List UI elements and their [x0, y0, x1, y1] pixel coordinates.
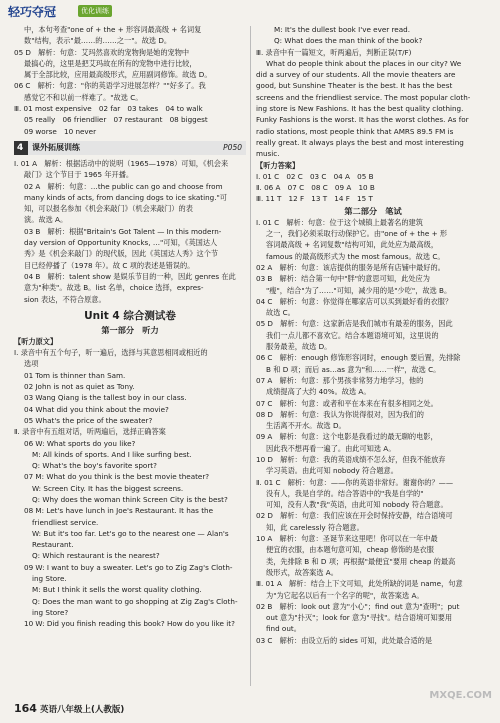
text-line: 04 B 解析：talent show 是娱乐节目的一种，因此 genres 在此	[24, 271, 236, 281]
section-number: 4	[17, 142, 24, 153]
text-line: 03 C 解析：由设立后的 sides 可知，此处最合适的是	[256, 635, 433, 645]
answer-row: Ⅲ. 11 T 12 F 13 T 14 F 15 T	[256, 194, 373, 204]
text-line: 容词最高级 + 名词复数"结构可知，此处应为最高级，	[266, 240, 439, 250]
answer-row: 09 worse 10 never	[24, 126, 97, 136]
dialog-line: 08 M: Let's have lunch in Joe's Restaurant. It has the	[24, 506, 213, 516]
text-line: 我们一点儿都不喜欢它。结合本题语境可知，这里说的	[266, 330, 439, 340]
text-line: 05 D 解析：句意：这家新店是我们城市有最差的服务，因此	[256, 319, 453, 329]
dialog-line: ing Store?	[32, 607, 69, 617]
text-line: 10 A 解析：句意：圣诞节来这里吧！你可以在一年中最	[256, 534, 438, 544]
text-line: 敲门》这个节目于 1965 年开播。	[24, 170, 134, 180]
text-line: 知，此 carelessly 符合题意。	[266, 522, 364, 532]
text-line: 07 C 解析：句意：或者和平在本来在有很多相同之处。	[256, 398, 438, 408]
answer-row: Ⅱ. 06 A 07 C 08 C 09 A 10 B	[256, 183, 375, 193]
text-line: 02 A 解析：句意：该店提供的服务是所有店铺中最好的。	[256, 262, 445, 272]
text-line: 02 B 解析：look out 意为"小心"；find out 意为"查明"；put	[256, 601, 460, 611]
text-line: 10 D 解析：句意：我的英语成绩不怎么好，但我不能放弃	[256, 454, 446, 464]
text-line: 感觉它不和以前一样难了。"故选 C。	[24, 92, 143, 102]
text-line: Ⅰ. 录音中有五个句子，听一遍后，选择与其意思相同或相近的	[14, 348, 208, 358]
dialog-line: ing Store.	[32, 574, 67, 584]
text-line: 08 D 解析：句意：我认为你说得很对，因为我们的	[256, 409, 424, 419]
listening-sentence: 02 John is not as quiet as Tony.	[24, 382, 135, 392]
header	[0, 0, 500, 22]
footer	[14, 702, 124, 715]
dialog-line: W: But it's too far. Let's go to the nearest one — Alan's	[32, 528, 229, 538]
dialog-line: W: Screen City. It has the biggest screens.	[32, 483, 184, 493]
listening-sentence: 03 Wang Qiang is the tallest boy in our class.	[24, 393, 187, 403]
section-page-ref: P050	[223, 142, 242, 152]
text-line: out 意为"扑灭"；look for 意为"寻找"。结合语境可知要用	[266, 613, 453, 623]
dialog-line: Restaurant.	[32, 540, 74, 550]
text-line: 秀》是《机会来敲门》的现代版，因此《英国达人秀》这个节	[24, 249, 219, 259]
text-line: 05 D 解析：句意：艾玛然喜欢的宠物狗是她的宠物中	[14, 47, 190, 57]
dialog-line: 09 W: I want to buy a sweater. Let's go to Zig Zag's Cloth-	[24, 562, 233, 572]
dialog-line: M: It's the dullest book I've ever read.	[274, 25, 410, 34]
dialog-line: Q: Which restaurant is the nearest?	[32, 551, 160, 561]
section-heading: 【听力答案】	[256, 160, 300, 170]
text-line: 目已经停播了（1978 年）。故 C 项的表述是错误的。	[24, 260, 195, 270]
text-line: 生活离不开水。故选 D。	[266, 421, 346, 431]
text-line: 03 B 解析：结合第一句中"胖"的意思可知，此处应为	[256, 274, 430, 284]
dialog-line: Q: What's the boy's favorite sport?	[32, 461, 157, 471]
text-line: 级形式，故答案选 A。	[266, 567, 338, 577]
right-column	[256, 24, 490, 646]
passage-line: What do people think about the places in our city? We	[266, 58, 462, 68]
text-line: 成绩提高了大约 40%。故选 A。	[266, 387, 371, 397]
answer-row: 05 really 06 friendlier 07 restaurant 08 biggest	[24, 115, 208, 125]
page-number: 164	[14, 702, 37, 715]
listening-sentence: 05 What's the price of the sweater?	[24, 415, 153, 425]
section-banner	[14, 141, 246, 155]
text-line: 02 D 解析：句意：我们应该在开会时保持安静，结合语境可	[256, 511, 453, 521]
text-line: 演。故选 A。	[24, 215, 68, 225]
passage-line: really great. It always plays the best and most interesting	[256, 137, 464, 147]
dialog-line: M: But I think it sells the worst quality clothing.	[32, 585, 202, 595]
text-line: 数"结构，表示"最……的……之一"。故选 D。	[24, 36, 172, 46]
text-line: "瘦"，结合"为了……"可知，减少用的是"少吃"，故选 B。	[266, 285, 452, 295]
part-title: 第二部分 笔试	[344, 205, 402, 216]
logo: 轻巧夺冠	[8, 5, 57, 19]
answer-row: Ⅲ. 01 most expensive 02 far 03 takes 04 to walk	[14, 104, 203, 114]
text-line: 故选 C。	[266, 308, 295, 318]
text-line: 属于全部比较，应用最高级形式，应用副词修饰。故选 D。	[24, 70, 212, 80]
text-line: 03 B 解析：根据"Britain's Got Talent — In this modern-	[24, 226, 222, 236]
text-line: 选项	[24, 359, 39, 369]
passage-line: good, but Sunshine Theater is the best. It has the best	[256, 81, 453, 91]
text-line: 便宜的衣服，由本题句意可知，cheap 修饰的是衣服	[266, 545, 434, 555]
text-line: 没有人，我是自学的。结合答语中的"我是自学的"	[266, 488, 424, 498]
dialog-line: friendliest service.	[32, 517, 99, 527]
text-line: 学习英语。由此可知 nobody 符合题意。	[266, 466, 398, 476]
text-line: Ⅰ. 01 C 解析：句意：位于这个城镇上最著名的建筑	[256, 217, 423, 227]
dialog-line: Q: What does the man think of the book?	[274, 36, 423, 46]
section-title: 课外拓展训练	[32, 142, 80, 152]
text-line: find out。	[266, 624, 301, 634]
passage-line: did a survey of our students. All the movie theaters are	[256, 70, 456, 80]
passage-line: music.	[256, 149, 280, 159]
text-line: 06 C 解析：enough 修饰形容词时，enough 要后置，先排除	[256, 353, 461, 363]
text-line: sion 表达，不符合原意。	[24, 294, 106, 304]
listening-sentence: 01 Tom is thinner than Sam.	[24, 370, 126, 380]
text-line: 06 C 解析：句意："你的英语学习进展怎样？""好多了。我	[14, 81, 206, 91]
text-line: 中，本句考查"one of + the + 形容词最高级 + 名词复	[24, 25, 202, 34]
text-line: B 和 D 项；而后 as…as 意为"和……一样"，故选 C。	[266, 364, 441, 374]
text-line: day version of Opportunity Knocks, …"可知，《英国达人	[24, 238, 218, 248]
unit-title: Unit 4 综合测试卷	[84, 309, 176, 322]
text-line: 服务最差，故选 D。	[266, 342, 332, 352]
dialog-line: 06 W: What sports do you like?	[24, 438, 136, 448]
text-line: 因此我不想再看一遍了。由此可知选 A。	[266, 443, 396, 453]
text-line: Ⅱ. 录音中有五组对话，听两遍后，选择正确答案	[14, 427, 166, 437]
text-line: 07 A 解析：句意：那个男孩非常努力地学习，他的	[256, 375, 424, 385]
column-divider	[250, 26, 251, 686]
text-line: Ⅲ. 录音中有一篇短文，听两遍后，判断正误(T/F)	[256, 47, 412, 57]
dialog-line: Q: Does the man want to go shopping at Zig Zag's Cloth-	[32, 596, 238, 606]
text-line: 最搞心的，这里是把艾玛故在所有的宠物中进行比较，	[24, 58, 197, 68]
passage-line: ing store is New Fashions. It has the best quality clothing.	[256, 104, 464, 114]
text-line: Ⅲ. 01 A 解析：结合上下文可知，此处所缺的词是 name，句意	[256, 579, 463, 589]
footer-book-title: 英语八年级上(人教版)	[39, 705, 125, 715]
passage-line: Funky Fashions is the worst. It has the worst clothes. As for	[256, 115, 469, 125]
text-line: 09 A 解析：句意：这个电影是我看过的最无聊的电影，	[256, 432, 438, 442]
text-line: 知，可以报名参加《机会来敲门》（机会来敲门）的表	[24, 204, 193, 214]
part-title: 第一部分 听力	[101, 324, 159, 335]
logo-sub-badge: 优化训练	[78, 5, 112, 17]
passage-line: screens and the friendliest service. The most popular cloth-	[256, 92, 471, 102]
text-line: famous 的最高级形式为 the most famous。故选 C。	[266, 251, 445, 261]
text-line: 可知，没有人教"我"英语，由此可知 nobody 符合题意。	[266, 500, 448, 510]
dialog-line: 10 W: Did you finish reading this book? How do you like it?	[24, 619, 235, 629]
text-line: Ⅰ. 01 A 解析：根据活动中的说明（1965—1978）可知，《机会来	[14, 158, 229, 168]
text-line: Ⅱ. 01 C 解析：句意：——你的英语非常好。谢谢你的？——	[256, 477, 454, 487]
dialog-line: 07 M: What do you think is the best movie theater?	[24, 472, 210, 482]
text-line: 意为"种类"。故选 B。list 名单，choice 选择，expres-	[24, 283, 204, 293]
section-heading: 【听力原文】	[14, 336, 58, 346]
text-line: many kinds of acts, from dancing dogs to ice skating."可	[24, 192, 227, 202]
left-column	[14, 24, 246, 630]
dialog-line: Q: Why does the woman think Screen City is the best?	[32, 494, 228, 504]
listening-sentence: 04 What did you think about the movie?	[24, 404, 169, 414]
watermark: MXQE.COM	[429, 690, 492, 701]
answer-row: Ⅰ. 01 C 02 C 03 C 04 A 05 B	[256, 171, 374, 181]
text-line: 02 A 解析：句意：…the public can go and choose from	[24, 181, 223, 191]
text-line: 之一，我们必须采取行动保护它。由"one of + the + 形	[266, 229, 448, 239]
text-line: 类，先排除 B 和 D 项；再根据"最便宜"要用 cheap 的最高	[266, 556, 456, 566]
dialog-line: M: All kinds of sports. And I like surfing best.	[32, 449, 192, 459]
text-line: 为"为它起名以后有一个名字的呢"，故答案选 A。	[266, 590, 424, 600]
passage-line: radio stations, most people think that AMRS 89.5 FM is	[256, 126, 454, 136]
text-line: 04 C 解析：句意：你觉得在哪家店可以买到最好看的衣服？	[256, 296, 453, 306]
